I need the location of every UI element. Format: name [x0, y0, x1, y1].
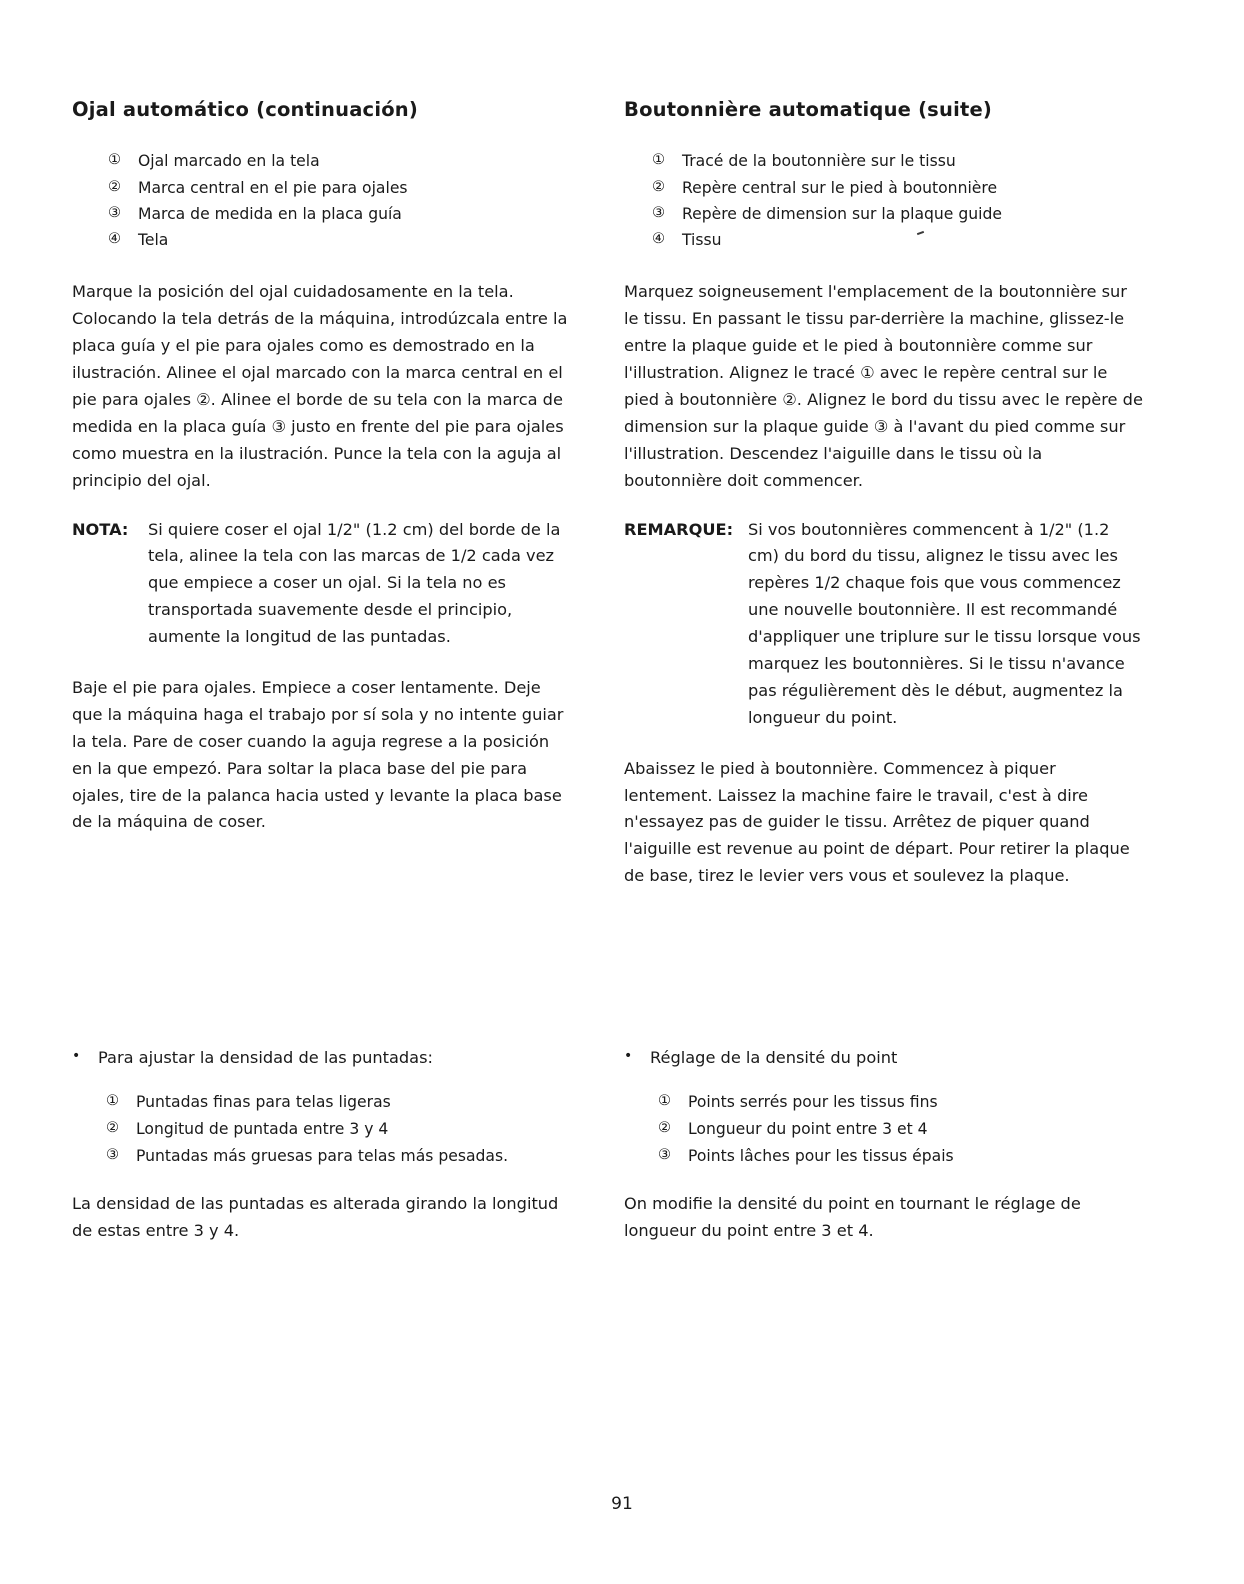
legend-number-icon: ②: [658, 1119, 671, 1136]
list-item: [658, 1089, 1144, 1116]
note-block-french: [624, 517, 1144, 732]
legend-number-icon: ①: [652, 152, 665, 169]
legend-label: Tracé de la boutonnière sur le tissu: [682, 152, 956, 171]
legend-number-icon: ②: [108, 178, 121, 195]
list-item-label: Longitud de puntada entre 3 y 4: [136, 1119, 389, 1138]
body-paragraph-2-spanish: Baje el pie para ojales. Empiece a coser lentamente. Deje que la máquina haga el trabajo por sí sola y no intente guiar la tela. Pare de coser cuando la aguja regrese a la posición en la que empezó. Para soltar la placa base del pie para ojales, tire de la palanca hacia usted y levante la placa base de la máquina de coser.: [72, 677, 564, 832]
bullet-heading-french: [624, 1045, 1144, 1071]
legend-label: Marca central en el pie para ojales: [138, 178, 408, 197]
note-block-spanish: [72, 517, 572, 651]
lower-section-french: [624, 1045, 1144, 1267]
density-list-spanish: [72, 1089, 582, 1169]
list-item-label: Longueur du point entre 3 et 4: [688, 1119, 928, 1138]
legend-item: [108, 202, 572, 227]
legend-list-spanish: [72, 149, 572, 253]
list-item: [658, 1143, 1144, 1170]
legend-label: Tissu: [682, 231, 722, 250]
lower-section-spanish: [72, 1045, 582, 1267]
list-item: [658, 1116, 1144, 1143]
legend-number-icon: ①: [658, 1092, 671, 1109]
legend-item: [652, 176, 1144, 201]
body-paragraph-1-french: Marquez soigneusement l'emplacement de la boutonnière sur le tissu. En passant le tissu par-derrière la machine, glissez-le entre la plaque guide et le pied à boutonnière comme sur l'illustration. Alignez le tracé ① avec le repère central sur le pied à boutonnière ②. Alignez le bord du tissu avec le repère de dimension sur la plaque guide ③ à l'avant du pied comme sur l'illustration. Descendez l'aiguille dans le tissu où la boutonnière doit commencer.: [624, 282, 1143, 490]
density-paragraph-spanish: La densidad de las puntadas es alterada girando la longitud de estas entre 3 y 4.: [72, 1194, 559, 1241]
list-item-label: Puntadas más gruesas para telas más pesadas.: [136, 1146, 509, 1165]
note-text: Si quiere coser el ojal 1/2" (1.2 cm) del borde de la tela, alinee la tela con las marcas de 1/2 cada vez que empiece a coser un ojal. Si la tela no es transportada suavemente desde el principio, aumente la longitud de las puntadas.: [148, 519, 561, 647]
list-item-label: Points serrés pour les tissus fins: [688, 1092, 938, 1111]
legend-label: Ojal marcado en la tela: [138, 152, 320, 171]
body-paragraph-1-spanish: Marque la posición del ojal cuidadosamente en la tela. Colocando la tela detrás de la máquina, introdúzcala entre la placa guía y el pie para ojales como es demostrado en la ilustración. Alinee el ojal marcado con la marca central en el pie para ojales ②. Alinee el borde de su tela con la marca de medida en la placa guía ③ justo en frente del pie para ojales como muestra en la ilustración. Punce la tela con la aguja al principio del ojal.: [72, 282, 568, 490]
legend-label: Repère central sur le pied à boutonnière: [682, 178, 998, 197]
page-title-french: Boutonnière automatique (suite): [624, 98, 993, 121]
legend-number-icon: ③: [106, 1146, 119, 1163]
note-text: Si vos boutonnières commencent à 1/2" (1.2 cm) du bord du tissu, alignez le tissu avec les repères 1/2 chaque fois que vous commencez une nouvelle boutonnière. Il est recommandé d'appliquer une triplure sur le tissu lorsque vous marquez les boutonnières. Si le tissu n'avance pas régulièrement dès le début, augmentez la longueur du point.: [748, 519, 1141, 727]
list-item-label: Puntadas finas para telas ligeras: [136, 1092, 391, 1111]
legend-item: [108, 149, 572, 174]
legend-item: [652, 228, 1144, 253]
bullet-dot-icon: •: [72, 1048, 81, 1064]
legend-item: [652, 149, 1144, 174]
legend-number-icon: ③: [108, 204, 121, 221]
legend-number-icon: ②: [106, 1119, 119, 1136]
page-title-spanish: Ojal automático (continuación): [72, 98, 418, 121]
density-list-french: [624, 1089, 1144, 1169]
page-number: 91: [611, 1494, 633, 1514]
legend-number-icon: ③: [658, 1146, 671, 1163]
bullet-heading-spanish: [72, 1045, 582, 1071]
legend-number-icon: ③: [652, 204, 665, 221]
list-item: [106, 1089, 582, 1116]
list-item: [106, 1116, 582, 1143]
legend-number-icon: ④: [652, 231, 665, 248]
legend-number-icon: ②: [652, 178, 665, 195]
legend-item: [108, 228, 572, 253]
list-item-label: Points lâches pour les tissus épais: [688, 1146, 954, 1165]
density-paragraph-french: On modifie la densité du point en tournant le réglage de longueur du point entre 3 et 4.: [624, 1194, 1081, 1241]
note-label: NOTA:: [72, 519, 129, 539]
legend-label: Tela: [138, 231, 169, 250]
bullet-heading-label: Réglage de la densité du point: [650, 1048, 898, 1067]
legend-label: Marca de medida en la placa guía: [138, 204, 402, 223]
legend-number-icon: ①: [108, 152, 121, 169]
legend-item: [108, 176, 572, 201]
right-column-french: [624, 98, 1144, 912]
list-item: [106, 1143, 582, 1170]
legend-list-french: [624, 149, 1144, 253]
legend-number-icon: ④: [108, 231, 121, 248]
bullet-dot-icon: •: [624, 1048, 633, 1064]
body-paragraph-2-french: Abaissez le pied à boutonnière. Commencez à piquer lentement. Laissez la machine faire le travail, c'est à dire n'essayez pas de guider le tissu. Arrêtez de piquer quand l'aiguille est revenue au point de départ. Pour retirer la plaque de base, tirez le levier vers vous et soulevez la plaque.: [624, 758, 1130, 886]
legend-label: Repère de dimension sur la plaque guide: [682, 204, 1002, 223]
note-label: REMARQUE:: [624, 519, 734, 539]
bullet-heading-label: Para ajustar la densidad de las puntadas:: [98, 1048, 433, 1067]
left-column-spanish: [72, 98, 572, 858]
legend-item: [652, 202, 1144, 227]
legend-number-icon: ①: [106, 1092, 119, 1109]
